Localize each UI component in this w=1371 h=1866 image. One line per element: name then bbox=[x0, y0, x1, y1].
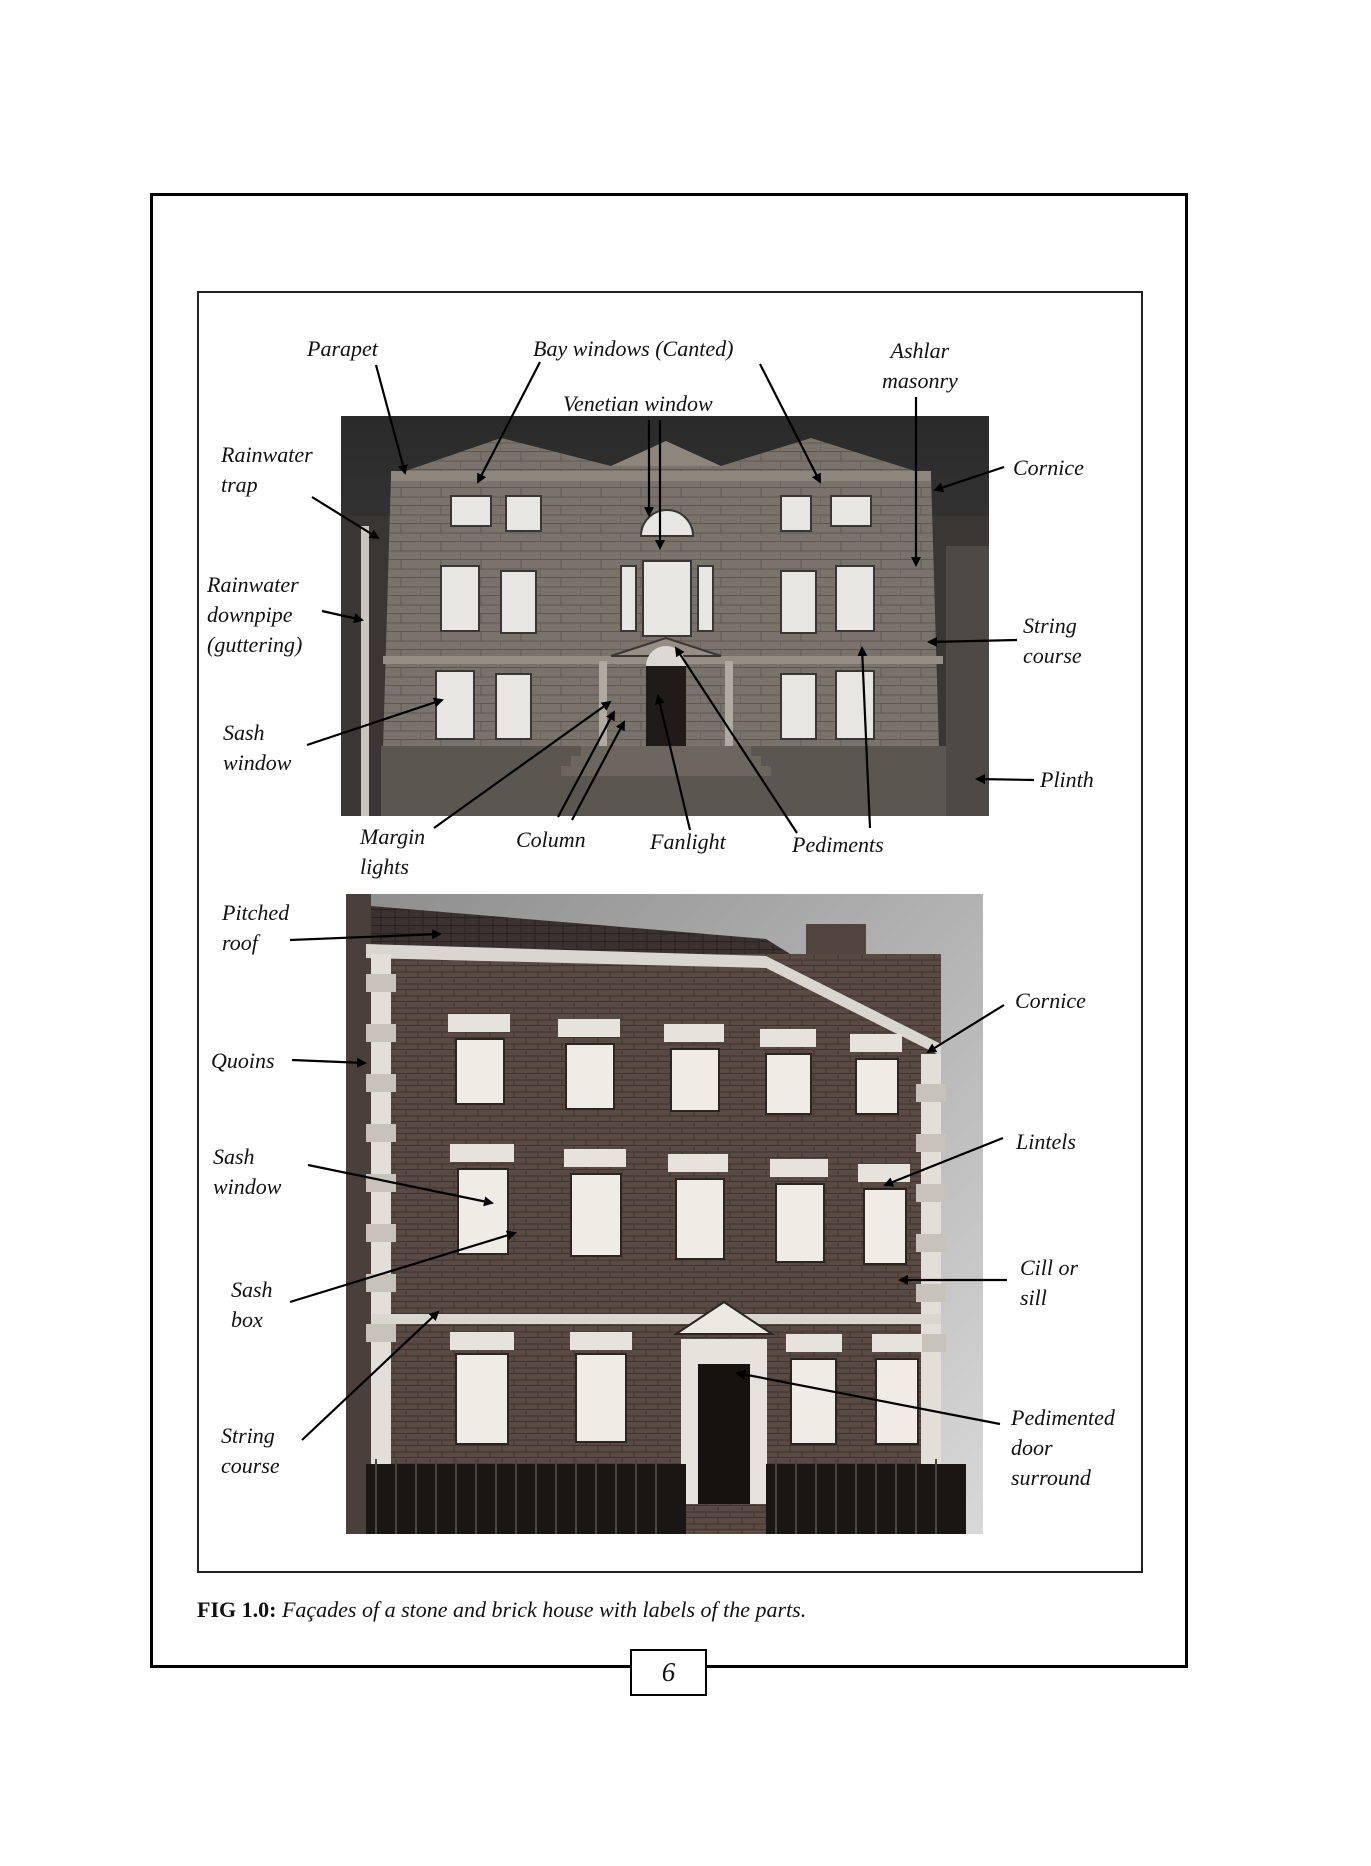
label-sash-box: Sash box bbox=[231, 1277, 273, 1332]
label-cornice-stone: Cornice bbox=[1013, 455, 1084, 480]
caption-text: Façades of a stone and brick house with labels of the parts. bbox=[281, 1597, 807, 1622]
label-margin-lights: Margin lights bbox=[360, 824, 426, 879]
label-plinth: Plinth bbox=[1040, 767, 1094, 792]
brick-house-photo bbox=[346, 894, 983, 1534]
page-number: 6 bbox=[630, 1649, 707, 1696]
figure-caption bbox=[197, 1597, 806, 1623]
stone-house-photo bbox=[341, 416, 989, 816]
label-fanlight: Fanlight bbox=[650, 829, 726, 854]
label-cill-or-sill: Cill or sill bbox=[1020, 1255, 1079, 1310]
label-lintels: Lintels bbox=[1016, 1129, 1076, 1154]
label-pediments: Pediments bbox=[792, 832, 884, 857]
label-sash-window-brick: Sash window bbox=[213, 1144, 282, 1199]
label-venetian-window: Venetian window bbox=[563, 391, 713, 416]
label-string-course-brick: String course bbox=[221, 1423, 280, 1478]
label-parapet: Parapet bbox=[307, 336, 378, 361]
label-rainwater-trap: Rainwater trap bbox=[221, 442, 313, 497]
label-bay-windows: Bay windows (Canted) bbox=[533, 336, 734, 361]
label-quoins: Quoins bbox=[211, 1048, 275, 1073]
label-sash-window-stone: Sash window bbox=[223, 720, 292, 775]
label-cornice-brick: Cornice bbox=[1015, 988, 1086, 1013]
label-rainwater-downpipe: Rainwater downpipe (guttering) bbox=[207, 572, 303, 657]
caption-prefix: FIG 1.0: bbox=[197, 1597, 277, 1622]
label-column: Column bbox=[516, 827, 586, 852]
label-pedimented-door-surround: Pedimented door surround bbox=[1011, 1405, 1115, 1490]
label-ashlar-masonry: Ashlar masonry bbox=[882, 338, 958, 393]
label-string-course-stone: String course bbox=[1023, 613, 1082, 668]
label-pitched-roof: Pitched roof bbox=[222, 900, 290, 955]
